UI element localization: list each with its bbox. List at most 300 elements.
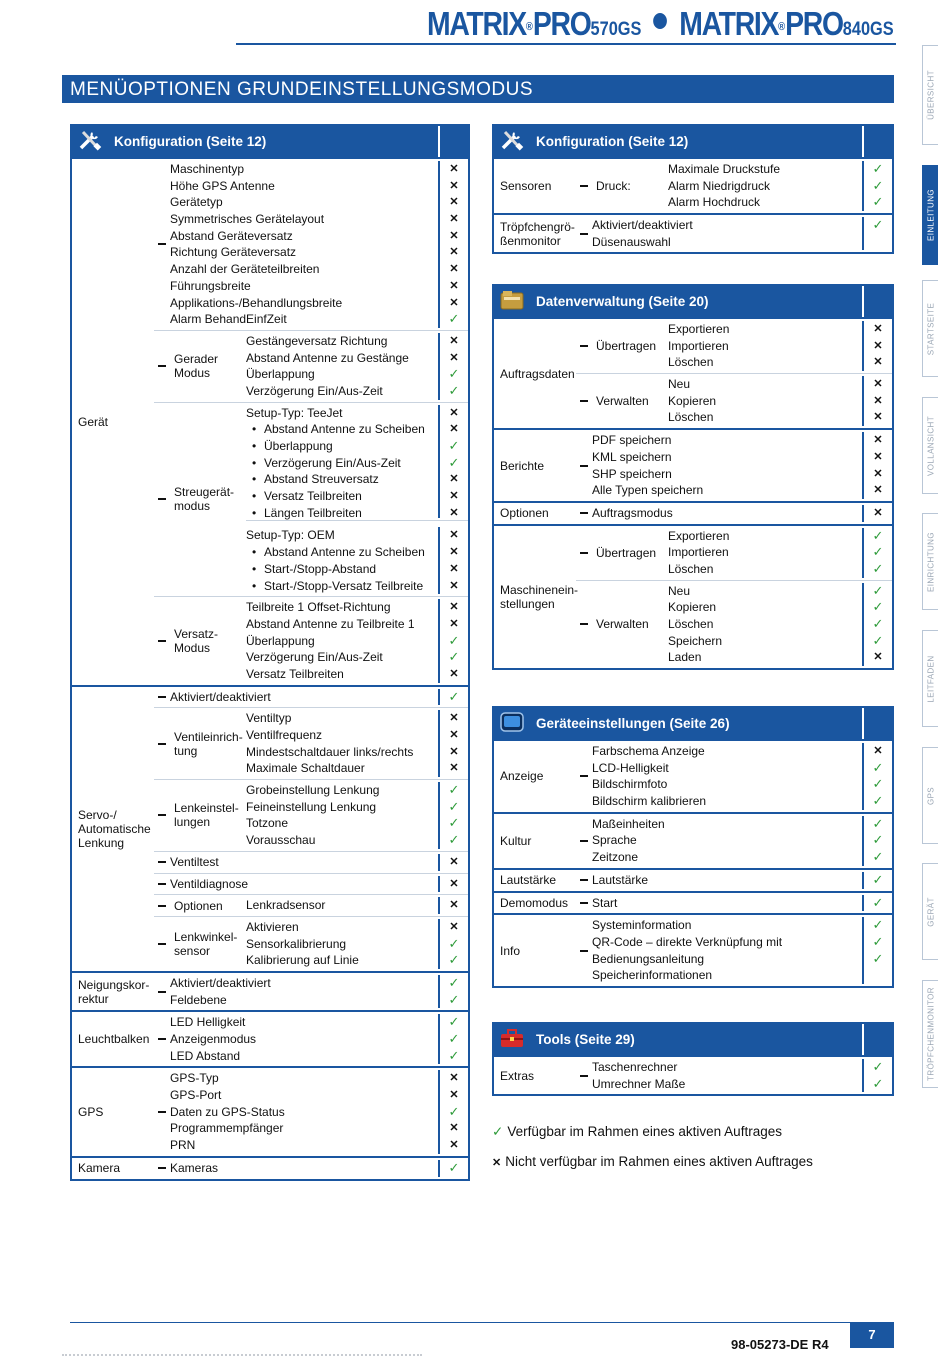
cross-icon: ✕ (438, 710, 468, 727)
section-header (492, 706, 894, 741)
menu-group (494, 870, 892, 893)
menu-item-label: Importieren (668, 338, 729, 353)
menu-item (592, 449, 892, 466)
menu-item-label: Gestängeversatz Richtung (246, 333, 388, 348)
dash-icon (154, 895, 170, 916)
menu-item-label: Laden (668, 650, 702, 665)
menu-item-label: • Abstand Antenne zu Scheiben (246, 544, 438, 561)
menu-item-label: Neu (668, 583, 691, 598)
cross-icon: ✕ (438, 744, 468, 761)
tools-icon (78, 129, 108, 154)
cross-icon: ✕ (438, 505, 468, 519)
check-icon: ✓ (438, 383, 468, 400)
dash-icon (576, 1057, 592, 1094)
menu-subgroup (154, 973, 468, 1010)
menu-group (494, 893, 892, 916)
group-label: Auftragsdaten (500, 366, 575, 381)
section-body (492, 741, 894, 988)
menu-table (492, 706, 894, 988)
cross-icon: ✕ (438, 876, 468, 893)
menu-group (494, 915, 892, 986)
menu-item-label: Maximale Druckstufe (668, 162, 781, 176)
group-label: Extras (500, 1068, 535, 1083)
check-icon: ✓ (862, 934, 892, 951)
menu-item-label: • Längen Teilbreiten (246, 505, 438, 519)
menu-group (72, 1158, 468, 1179)
group-label: Servo-/ Automatische Lenkung (78, 807, 151, 850)
menu-subgroup (154, 597, 468, 684)
menu-item (246, 782, 468, 799)
side-tab-vollansicht[interactable]: VOLLANSICHT (922, 397, 938, 494)
menu-item (170, 194, 468, 211)
menu-item-label: Symmetrisches Gerätelayout (170, 212, 325, 227)
menu-item (170, 178, 468, 195)
menu-item (170, 854, 468, 871)
cross-icon: ✕ (862, 466, 892, 483)
document-number: 98-05273-DE R4 (731, 1337, 829, 1352)
console-icon (500, 712, 530, 735)
check-icon: ✓ (862, 633, 892, 650)
menu-item (246, 405, 468, 422)
cross-icon: ✕ (438, 228, 468, 245)
menu-item (246, 578, 468, 595)
menu-item (592, 505, 892, 522)
menu-item (170, 1014, 468, 1031)
side-tab-tröpfchenmonitor[interactable]: TRÖPFCHENMONITOR (922, 980, 938, 1088)
menu-item-label: • Abstand Antenne zu Scheiben (246, 421, 438, 438)
empty-mark (862, 967, 892, 984)
header-rule (236, 43, 896, 45)
check-icon: ✓ (438, 832, 468, 849)
cross-icon: ✕ (438, 350, 468, 367)
side-tab-gerät[interactable]: GERÄT (922, 863, 938, 960)
cross-icon: ✕ (862, 449, 892, 466)
menu-subgroup (576, 503, 892, 524)
menu-item (246, 366, 468, 383)
subgroup-label: Übertragen (596, 339, 657, 354)
menu-item (668, 561, 892, 578)
menu-item (246, 710, 468, 727)
menu-item (668, 616, 892, 633)
check-icon: ✓ (492, 1124, 504, 1139)
menu-item (592, 917, 892, 934)
menu-item-label: Farbschema Anzeige (592, 744, 705, 758)
dash-icon (576, 215, 592, 252)
menu-item-label: Zeitzone (592, 850, 639, 865)
menu-item-label: LED Helligkeit (170, 1015, 246, 1030)
menu-item (246, 616, 468, 633)
menu-item-label: QR-Code – direkte Verknüpfung mit (592, 934, 783, 949)
group-label: Sensoren (500, 179, 552, 194)
menu-item (668, 194, 892, 211)
legend-available: ✓ Verfügbar im Rahmen eines aktiven Auftrages (492, 1124, 782, 1139)
check-icon: ✓ (438, 366, 468, 383)
dash-icon (154, 852, 170, 873)
menu-item-label: Exportieren (668, 528, 730, 543)
menu-item-label: Feineinstellung Lenkung (246, 799, 377, 814)
menu-item (170, 295, 468, 312)
menu-item (668, 376, 892, 393)
menu-subgroup (154, 1068, 468, 1155)
menu-item-label: PDF speichern (592, 433, 672, 448)
subgroup-label: Übertragen (596, 545, 657, 560)
cross-icon: ✕ (438, 244, 468, 261)
cross-icon: ✕ (438, 919, 468, 936)
dash-icon (576, 893, 592, 914)
cross-icon: ✕ (438, 760, 468, 777)
menu-item-label: Führungsbreite (170, 278, 251, 293)
menu-group (494, 503, 892, 526)
cross-icon: ✕ (438, 421, 468, 438)
brand-logo: MATRIX®PRO570GS MATRIX®PRO840GS (427, 5, 894, 42)
menu-item (170, 876, 468, 893)
cross-icon: ✕ (862, 393, 892, 410)
menu-item-label: • Start-/Stopp-Abstand (246, 561, 438, 578)
check-icon: ✓ (438, 1048, 468, 1065)
menu-item-label: Abstand Antenne zu Gestänge (246, 350, 409, 365)
section-body (492, 319, 894, 670)
menu-item-label: Setup-Typ: OEM (246, 528, 335, 543)
menu-group (494, 526, 892, 669)
group-label: Kultur (500, 833, 532, 848)
menu-item (170, 161, 468, 178)
menu-item (668, 161, 892, 178)
dash-icon (576, 526, 592, 580)
side-tab-gps[interactable]: GPS (922, 747, 938, 844)
cross-icon: ✕ (438, 897, 468, 914)
check-icon: ✓ (438, 455, 468, 472)
menu-item (246, 799, 468, 816)
menu-table (492, 284, 894, 670)
menu-item-label: GPS-Port (170, 1088, 222, 1103)
check-icon: ✓ (438, 799, 468, 816)
menu-item (170, 244, 468, 261)
subgroup-label: Optionen (174, 898, 223, 913)
dash-icon (576, 814, 592, 868)
menu-item-label: Überlappung (246, 367, 315, 382)
menu-subgroup (576, 159, 892, 213)
group-label: Lautstärke (500, 873, 557, 888)
menu-group (494, 1057, 892, 1094)
menu-item-label: Verzögerung Ein/Aus-Zeit (246, 383, 383, 398)
menu-item (592, 816, 892, 833)
side-tab-startseite[interactable]: STARTSEITE (922, 280, 938, 377)
menu-subgroup (154, 780, 468, 852)
menu-item (246, 936, 468, 953)
menu-item (170, 992, 468, 1009)
menu-item (592, 776, 892, 793)
check-icon: ✓ (862, 178, 892, 195)
menu-item-label: Bedienungsanleitung (592, 951, 705, 966)
menu-subgroup (154, 1012, 468, 1066)
menu-item (246, 505, 468, 522)
check-icon: ✓ (438, 936, 468, 953)
folder-icon (500, 290, 530, 313)
dash-icon (154, 917, 170, 971)
menu-item-label: Anzahl der Geräteteilbreiten (170, 262, 320, 277)
menu-subgroup (576, 319, 892, 374)
menu-item-label: Auftragsmodus (592, 505, 673, 520)
menu-item-label: Totzone (246, 816, 289, 831)
check-icon: ✓ (438, 815, 468, 832)
cross-icon: ✕ (862, 505, 892, 522)
menu-item-label: Aktiviert/deaktiviert (170, 689, 271, 704)
menu-item (246, 760, 468, 777)
dash-icon (154, 1158, 170, 1179)
menu-item (246, 455, 468, 472)
dash-icon (576, 915, 592, 986)
dash-icon (576, 319, 592, 373)
section-title: Tools (Seite 29) (536, 1032, 635, 1047)
menu-item (592, 951, 892, 968)
menu-item (246, 832, 468, 849)
subgroup-label: Versatz-Modus (174, 626, 219, 655)
menu-item-label: Lautstärke (592, 872, 649, 887)
menu-item-label: Feldebene (170, 992, 227, 1007)
dash-icon (154, 687, 170, 708)
subgroup-label: Streugerät-modus (174, 485, 235, 514)
menu-item-label: Umrechner Maße (592, 1076, 686, 1091)
dash-icon (154, 331, 170, 402)
tools-icon (500, 129, 530, 154)
menu-item (246, 471, 468, 488)
menu-group (494, 814, 892, 870)
menu-item-label: Kameras (170, 1160, 219, 1175)
dash-icon (154, 874, 170, 895)
dash-icon (154, 159, 170, 330)
cross-icon: ✕ (862, 321, 892, 338)
menu-item-label: Bildschirmfoto (592, 777, 668, 792)
menu-item-label: Vorausschau (246, 833, 316, 848)
menu-subgroup (576, 581, 892, 668)
menu-item-label: • Start-/Stopp-Versatz Teilbreite (246, 578, 438, 595)
menu-item (668, 599, 892, 616)
menu-group (72, 1012, 468, 1068)
dash-icon (576, 374, 592, 428)
menu-item-label: Lenkradsensor (246, 898, 326, 913)
subgroup-label: Verwalten (596, 617, 649, 632)
menu-item (668, 649, 892, 666)
group-label: Anzeige (500, 769, 544, 784)
check-icon: ✓ (438, 311, 468, 328)
menu-subgroup (576, 1057, 892, 1094)
menu-item-label: • Verzögerung Ein/Aus-Zeit (246, 455, 438, 472)
menu-item-label: Speichern (668, 633, 723, 648)
check-icon: ✓ (438, 649, 468, 666)
menu-item (592, 760, 892, 777)
menu-item-label: Sprache (592, 833, 637, 848)
menu-item (170, 278, 468, 295)
menu-item-label: Mindestschaltdauer links/rechts (246, 744, 414, 759)
check-icon: ✓ (862, 951, 892, 968)
cross-icon: ✕ (862, 376, 892, 393)
menu-item-label: Alarm BehandEinfZeit (170, 312, 287, 327)
cross-icon: ✕ (438, 471, 468, 488)
menu-item-label: Ventiltest (170, 854, 219, 869)
menu-item (592, 234, 892, 251)
menu-item-label: Kopieren (668, 393, 717, 408)
legend-unavailable: ✕ Nicht verfügbar im Rahmen eines aktiven Auftrages (492, 1154, 813, 1169)
dash-icon (576, 870, 592, 891)
menu-item-label: SHP speichern (592, 466, 672, 481)
left-menu-table (70, 124, 470, 1181)
menu-subgroup (154, 895, 468, 917)
side-tab-einleitung[interactable]: EINLEITUNG (922, 165, 938, 265)
menu-subgroup (576, 870, 892, 891)
check-icon: ✓ (438, 689, 468, 706)
check-icon: ✓ (438, 782, 468, 799)
menu-item (170, 211, 468, 228)
cross-icon: ✕ (438, 161, 468, 178)
check-icon: ✓ (438, 1104, 468, 1121)
menu-item (668, 409, 892, 426)
menu-group (494, 319, 892, 430)
menu-item-label: Neu (668, 377, 691, 392)
menu-item-label: Verzögerung Ein/Aus-Zeit (246, 650, 383, 665)
menu-item (246, 727, 468, 744)
cross-icon: ✕ (438, 278, 468, 295)
check-icon: ✓ (438, 633, 468, 650)
menu-item-label: Ventildiagnose (170, 876, 249, 891)
menu-item (170, 1070, 468, 1087)
menu-item (170, 1048, 468, 1065)
menu-subgroup (576, 814, 892, 868)
check-icon: ✓ (862, 217, 892, 234)
menu-item (170, 1104, 468, 1121)
menu-item (592, 872, 892, 889)
cross-icon: ✕ (862, 354, 892, 371)
side-tab-einrichtung[interactable]: EINRICHTUNG (922, 513, 938, 610)
cross-icon: ✕ (438, 1120, 468, 1137)
menu-item (592, 832, 892, 849)
menu-item (246, 438, 468, 455)
menu-subgroup (154, 917, 468, 971)
check-icon: ✓ (438, 1014, 468, 1031)
group-label: Tröpfchengrö-ßenmonitor (500, 219, 575, 248)
cross-icon: ✕ (438, 544, 468, 561)
cross-icon: ✕ (438, 666, 468, 683)
check-icon: ✓ (862, 760, 892, 777)
check-icon: ✓ (862, 616, 892, 633)
side-tab-leitfaden[interactable]: LEITFADEN (922, 630, 938, 727)
menu-item-label: • Überlappung (246, 438, 438, 455)
menu-item (592, 743, 892, 760)
cross-icon: ✕ (862, 743, 892, 760)
menu-item (668, 633, 892, 650)
menu-item-label: Grobeinstellung Lenkung (246, 783, 380, 798)
footer-rule (70, 1322, 894, 1323)
empty-mark (862, 234, 892, 251)
menu-subgroup (576, 741, 892, 812)
menu-item-label: Start (592, 895, 618, 910)
menu-item (246, 383, 468, 400)
menu-item (592, 1059, 892, 1076)
group-label: GPS (78, 1105, 104, 1120)
menu-item-label: Aktivieren (246, 919, 299, 934)
menu-item-label: PRN (170, 1138, 196, 1153)
menu-item-label: Gerätetyp (170, 195, 223, 210)
menu-item-label: Programmempfänger (170, 1121, 284, 1136)
menu-item (246, 561, 468, 578)
menu-item (246, 488, 468, 505)
cross-icon: ✕ (438, 527, 468, 544)
side-tab-übersicht[interactable]: ÜBERSICHT (922, 45, 938, 145)
section-body (492, 159, 894, 254)
menu-item-label: Alle Typen speichern (592, 483, 704, 498)
check-icon: ✓ (862, 816, 892, 833)
menu-item-label: Sensorkalibrierung (246, 936, 347, 951)
page-title: MENÜOPTIONEN GRUNDEINSTELLUNGSMODUS (62, 75, 894, 103)
menu-group (494, 159, 892, 215)
menu-subgroup (154, 708, 468, 780)
group-label: Maschinenein-stellungen (500, 582, 579, 611)
page-number: 7 (850, 1322, 894, 1348)
menu-item (170, 1087, 468, 1104)
menu-item-label: • Versatz Teilbreiten (246, 488, 438, 505)
cross-icon: ✕ (862, 649, 892, 666)
menu-item (592, 793, 892, 810)
dash-icon (154, 1012, 170, 1066)
menu-item-label: Setup-Typ: TeeJet (246, 405, 343, 420)
menu-subgroup (576, 915, 892, 986)
section-title: Konfiguration (Seite 12) (536, 134, 689, 149)
dash-icon (154, 597, 170, 684)
group-label: Optionen (500, 506, 549, 521)
menu-group (72, 973, 468, 1012)
menu-item-label: Überlappung (246, 633, 315, 648)
menu-item-label: Teilbreite 1 Offset-Richtung (246, 600, 391, 615)
menu-subgroup (154, 687, 468, 709)
check-icon: ✓ (862, 561, 892, 578)
check-icon: ✓ (438, 1031, 468, 1048)
check-icon: ✓ (438, 975, 468, 992)
dash-icon (576, 741, 592, 812)
cross-icon: ✕ (438, 333, 468, 350)
cross-icon: ✕ (438, 295, 468, 312)
check-icon: ✓ (438, 438, 468, 455)
section-header (492, 124, 894, 159)
section-header (492, 284, 894, 319)
dash-icon (576, 159, 592, 213)
menu-subgroup (576, 430, 892, 501)
check-icon: ✓ (862, 872, 892, 889)
cross-icon: ✕ (438, 211, 468, 228)
cross-icon: ✕ (438, 727, 468, 744)
group-label: Kamera (78, 1161, 121, 1176)
check-icon: ✓ (862, 583, 892, 600)
cross-icon: ✕ (862, 409, 892, 426)
menu-item (170, 228, 468, 245)
dash-icon (154, 1068, 170, 1155)
check-icon: ✓ (438, 992, 468, 1009)
menu-item (246, 952, 468, 969)
menu-item (170, 261, 468, 278)
cross-icon: ✕ (438, 194, 468, 211)
menu-item (246, 544, 468, 561)
menu-item-label: Alarm Niedrigdruck (668, 178, 771, 193)
menu-item-label: Löschen (668, 355, 714, 370)
menu-item (246, 897, 468, 914)
menu-item (592, 849, 892, 866)
menu-item-label: Löschen (668, 410, 714, 425)
subgroup-label: Gerader Modus (174, 352, 219, 381)
cross-icon: ✕ (862, 432, 892, 449)
menu-item (246, 666, 468, 683)
menu-item-label: Aktiviert/deaktiviert (170, 975, 271, 990)
menu-item (246, 350, 468, 367)
menu-item (170, 1120, 468, 1137)
section-title: Geräteeinstellungen (Seite 26) (536, 716, 730, 731)
